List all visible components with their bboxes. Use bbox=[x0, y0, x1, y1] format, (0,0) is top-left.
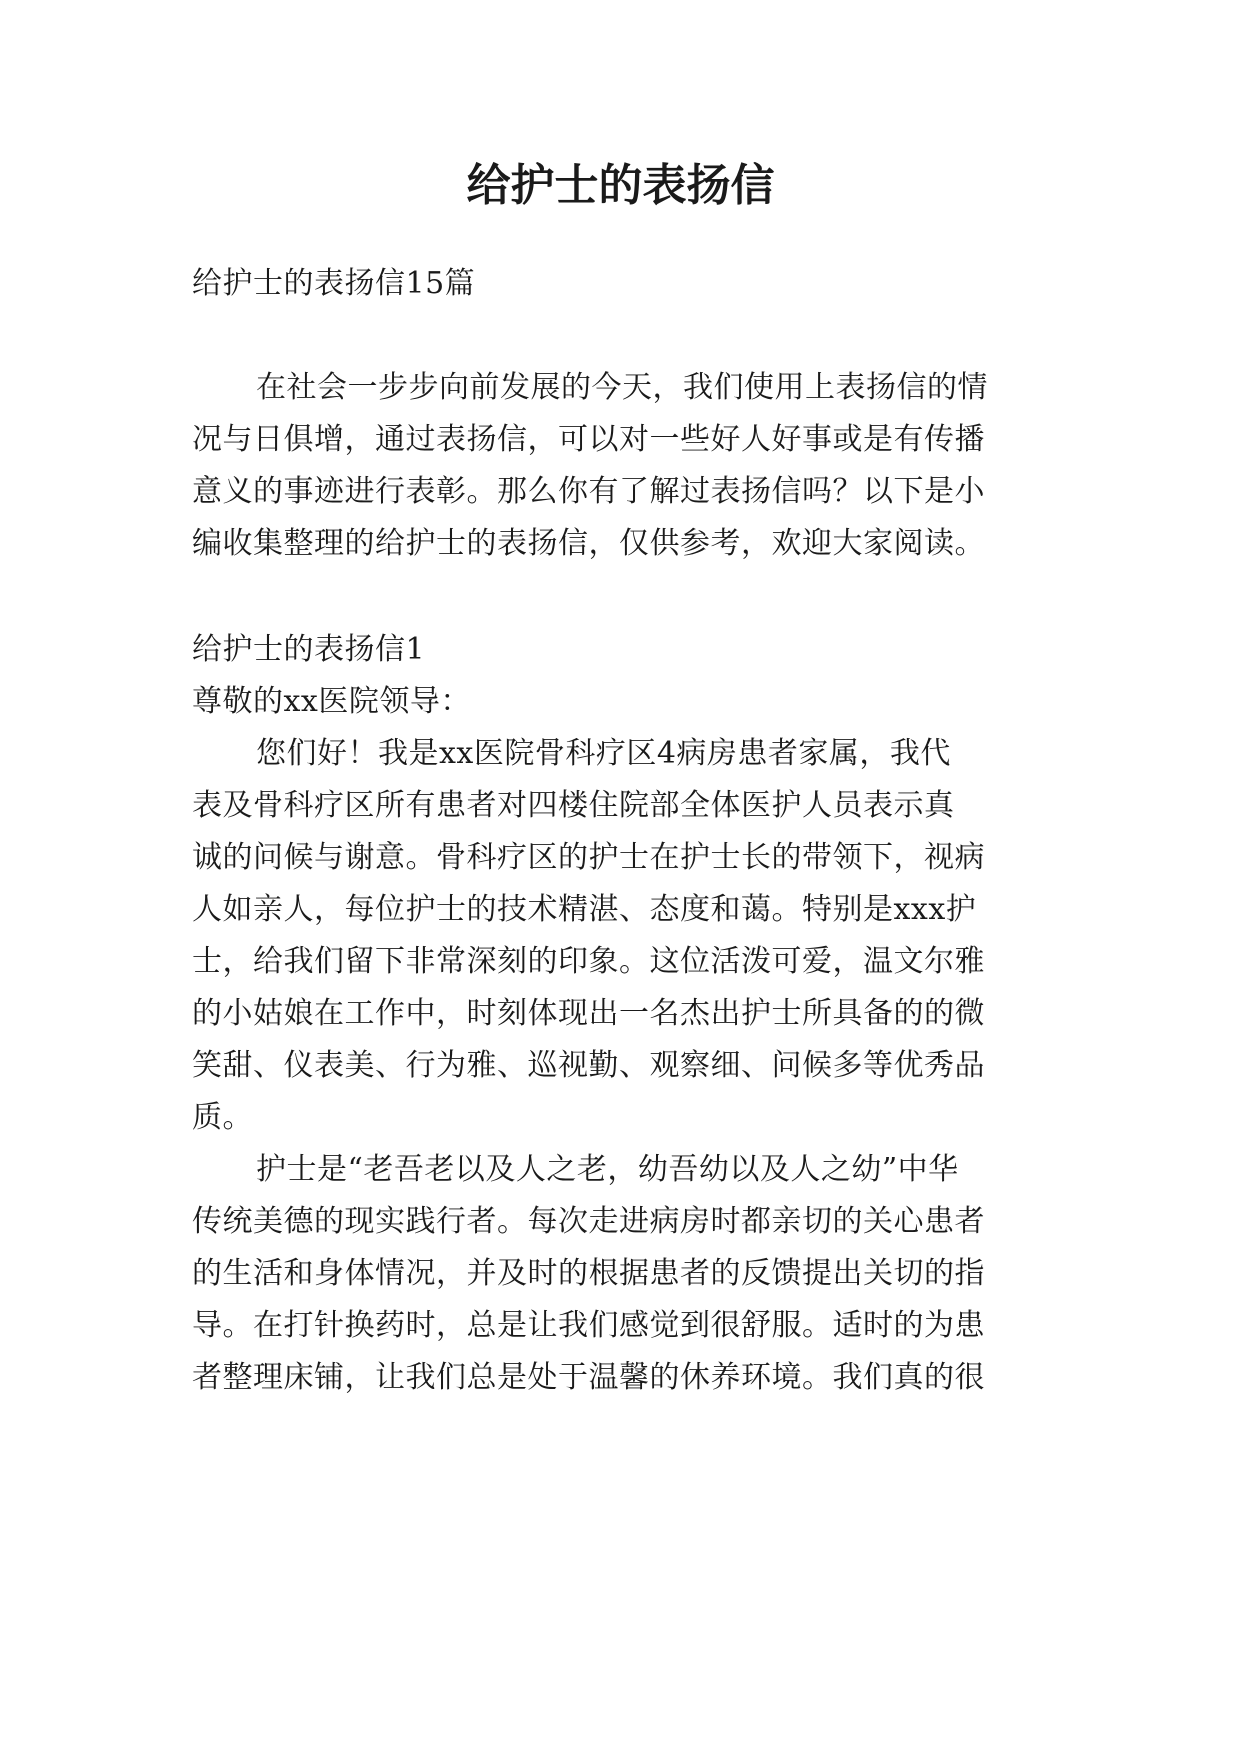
paragraph-line: 表及骨科疗区所有患者对四楼住院部全体医护人员表示真 bbox=[192, 788, 955, 823]
salutation: 尊敬的xx医院领导： bbox=[192, 684, 471, 719]
intro-line: 况与日俱增，通过表扬信，可以对一些好人好事或是有传播 bbox=[192, 422, 985, 457]
document-subtitle: 给护士的表扬信15篇 bbox=[192, 266, 476, 301]
intro-line: 编收集整理的给护士的表扬信，仅供参考，欢迎大家阅读。 bbox=[192, 526, 985, 561]
paragraph-line: 您们好！我是xx医院骨科疗区4病房患者家属，我代 bbox=[256, 736, 951, 771]
document-title: 给护士的表扬信 bbox=[466, 160, 775, 211]
paragraph-line: 笑甜、仪表美、行为雅、巡视勤、观察细、问候多等优秀品 bbox=[192, 1048, 985, 1083]
paragraph-line: 护士是“老吾老以及人之老，幼吾幼以及人之幼”中华 bbox=[256, 1152, 959, 1187]
paragraph-line: 传统美德的现实践行者。每次走进病房时都亲切的关心患者 bbox=[192, 1204, 985, 1239]
paragraph-line: 者整理床铺，让我们总是处于温馨的休养环境。我们真的很 bbox=[192, 1360, 985, 1395]
intro-line: 意义的事迹进行表彰。那么你有了解过表扬信吗？以下是小 bbox=[192, 474, 985, 509]
paragraph-line: 的小姑娘在工作中，时刻体现出一名杰出护士所具备的的微 bbox=[192, 996, 985, 1031]
intro-line: 在社会一步步向前发展的今天，我们使用上表扬信的情 bbox=[256, 370, 988, 405]
section-heading: 给护士的表扬信1 bbox=[192, 632, 426, 667]
paragraph-line: 导。在打针换药时，总是让我们感觉到很舒服。适时的为患 bbox=[192, 1308, 985, 1343]
paragraph-line: 的生活和身体情况，并及时的根据患者的反馈提出关切的指 bbox=[192, 1256, 985, 1291]
paragraph-line: 士，给我们留下非常深刻的印象。这位活泼可爱，温文尔雅 bbox=[192, 944, 985, 979]
paragraph-line: 诚的问候与谢意。骨科疗区的护士在护士长的带领下，视病 bbox=[192, 840, 985, 875]
paragraph-line: 质。 bbox=[192, 1100, 253, 1135]
paragraph-line: 人如亲人，每位护士的技术精湛、态度和蔼。特别是xxx护 bbox=[192, 892, 977, 927]
